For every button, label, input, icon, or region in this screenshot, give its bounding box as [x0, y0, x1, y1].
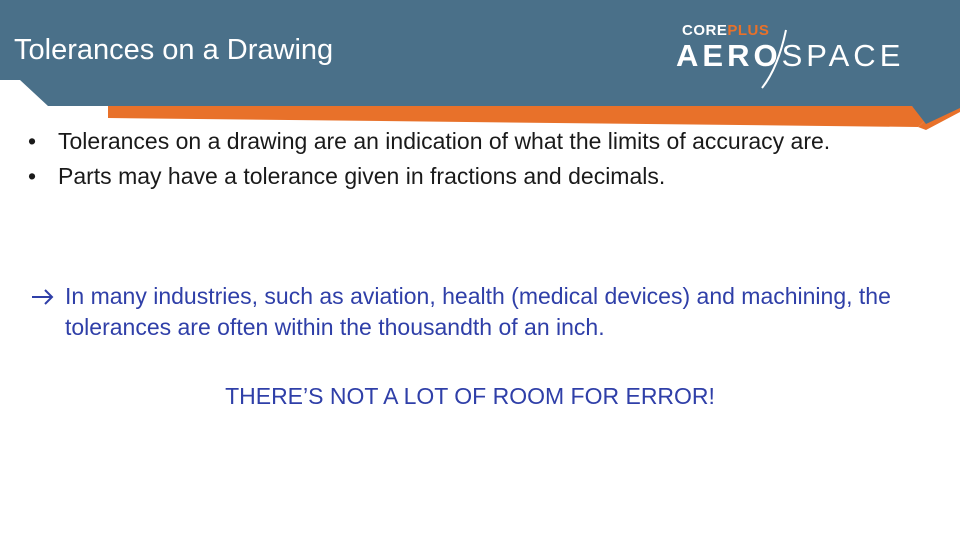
bullet-list	[28, 126, 908, 196]
bullet-dot-icon: •	[28, 163, 37, 189]
right-arrow-glyph	[30, 281, 58, 309]
logo-core-text: CORE	[682, 22, 728, 39]
logo-core-plus	[682, 22, 769, 39]
industry-note	[30, 281, 925, 343]
slide-title: Tolerances on a Drawing	[14, 34, 334, 66]
bullet-item	[28, 161, 908, 192]
logo-plus-text: PLUS	[727, 22, 770, 39]
industry-note-text: In many industries, such as aviation, health (medical devices) and machining, the tolerances are often within the thousandth of an inch.	[65, 283, 891, 340]
logo-space-text: SPACE	[781, 38, 905, 73]
header-accent-stripe	[108, 106, 926, 127]
bullet-item	[28, 126, 908, 157]
logo-aero-text: AERO	[676, 38, 782, 73]
bullet-dot-icon: •	[28, 128, 37, 154]
company-logo	[676, 22, 936, 92]
bullet-text: Parts may have a tolerance given in fractions and decimals.	[58, 163, 666, 189]
bullet-text: Tolerances on a drawing are an indication of what the limits of accuracy are.	[58, 128, 831, 154]
callout-text: THERE’S NOT A LOT OF ROOM FOR ERROR!	[225, 383, 715, 409]
logo-swoosh-icon	[758, 28, 792, 90]
right-arrow-icon	[30, 281, 60, 317]
